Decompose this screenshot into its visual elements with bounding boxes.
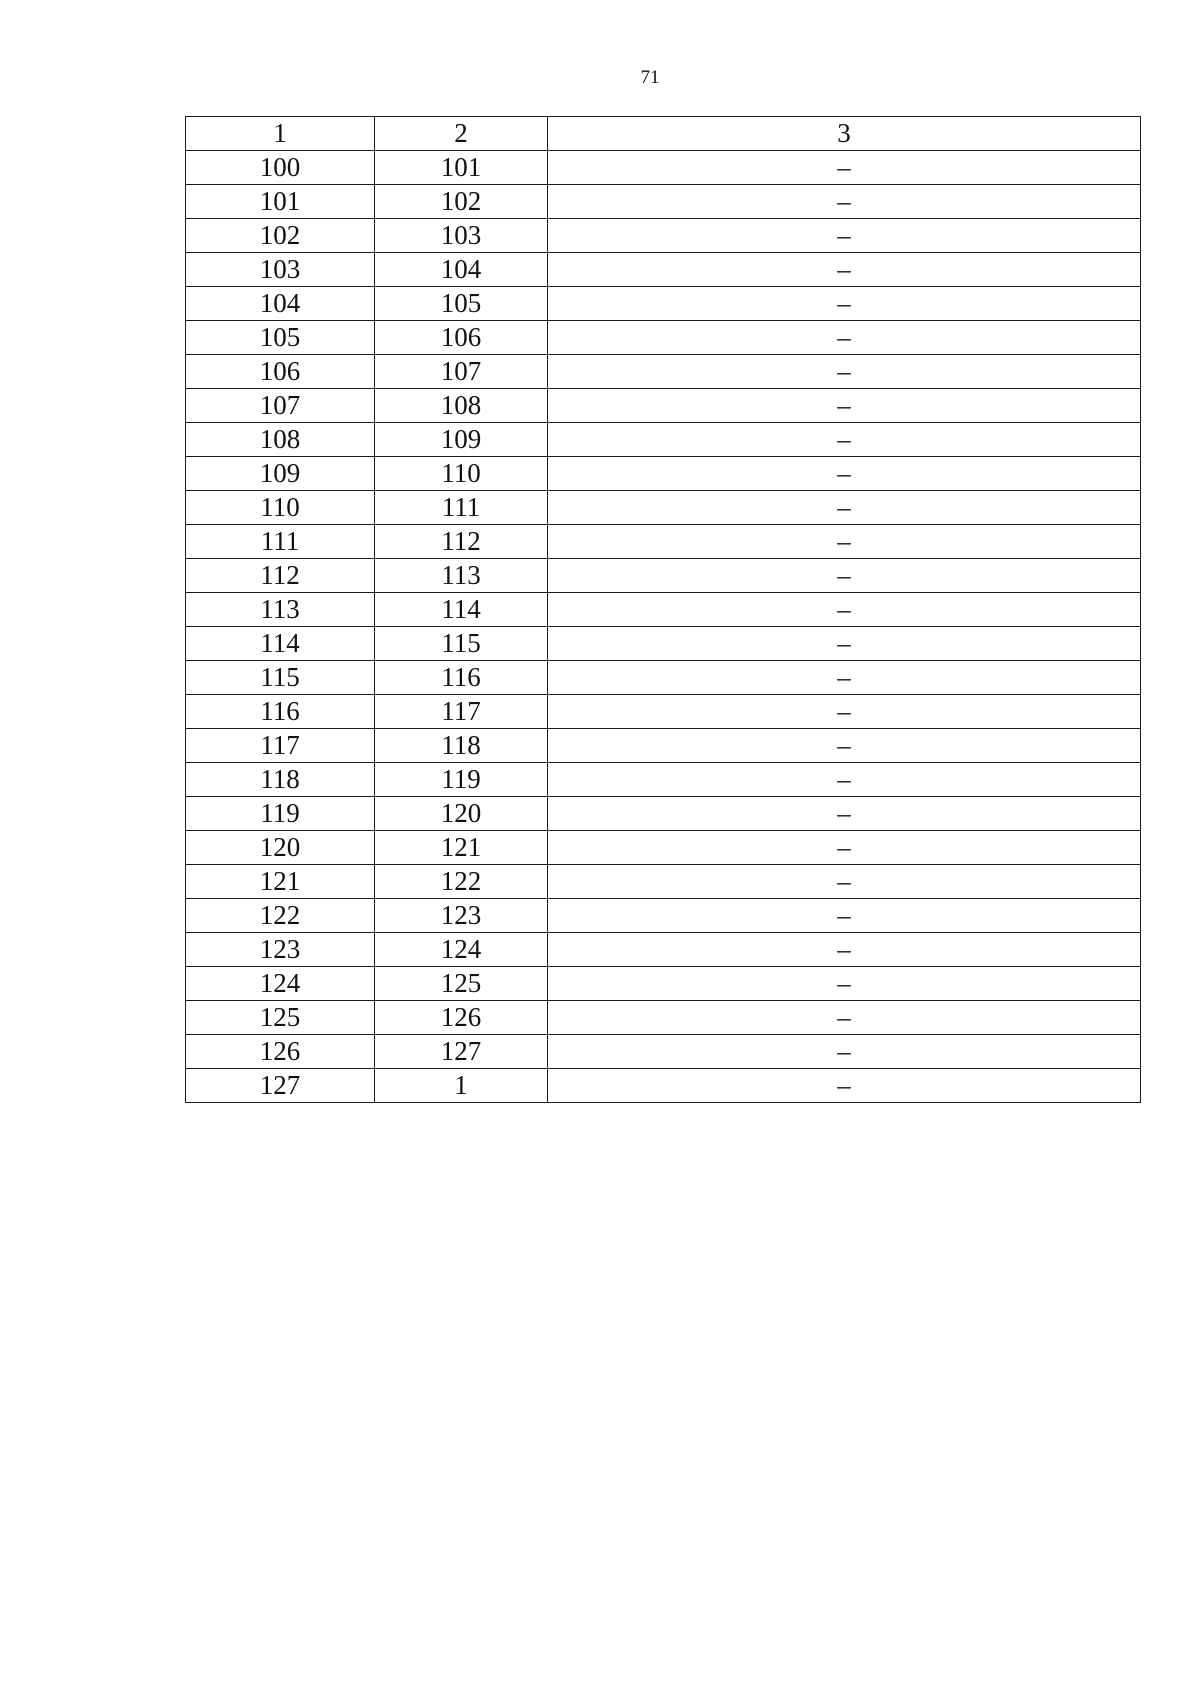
- table-row: [186, 525, 1141, 559]
- table-row: [186, 899, 1141, 933]
- table-row: [186, 763, 1141, 797]
- table-cell-col-1: 127: [186, 1069, 375, 1103]
- table-cell-col-1: 109: [186, 457, 375, 491]
- table-cell-col-2: 123: [375, 899, 548, 933]
- table-row: [186, 661, 1141, 695]
- table-cell-col-2: 113: [375, 559, 548, 593]
- table-cell-col-3: –: [548, 661, 1141, 695]
- table-row: [186, 457, 1141, 491]
- table-cell-col-1: 105: [186, 321, 375, 355]
- table-cell-col-2: 120: [375, 797, 548, 831]
- table-cell-col-1: 106: [186, 355, 375, 389]
- column-header-1: 1: [186, 117, 375, 151]
- table-row: [186, 389, 1141, 423]
- table-cell-col-2: 125: [375, 967, 548, 1001]
- table-row: [186, 695, 1141, 729]
- table-cell-col-3: –: [548, 695, 1141, 729]
- table-cell-col-2: 119: [375, 763, 548, 797]
- table-cell-col-2: 106: [375, 321, 548, 355]
- table-cell-col-1: 118: [186, 763, 375, 797]
- column-header-3: 3: [548, 117, 1141, 151]
- table-cell-col-1: 122: [186, 899, 375, 933]
- table-row: [186, 1001, 1141, 1035]
- page-number: 71: [640, 67, 660, 88]
- table-row: [186, 1069, 1141, 1103]
- table-cell-col-3: –: [548, 763, 1141, 797]
- table-cell-col-1: 116: [186, 695, 375, 729]
- table-header-row: [186, 117, 1141, 151]
- table-row: [186, 831, 1141, 865]
- table-row: [186, 797, 1141, 831]
- table-cell-col-3: –: [548, 151, 1141, 185]
- table-cell-col-3: –: [548, 593, 1141, 627]
- table-row: [186, 593, 1141, 627]
- table-cell-col-3: –: [548, 457, 1141, 491]
- table-cell-col-3: –: [548, 1069, 1141, 1103]
- table-row: [186, 729, 1141, 763]
- table-cell-col-2: 109: [375, 423, 548, 457]
- table-cell-col-1: 123: [186, 933, 375, 967]
- table-cell-col-2: 114: [375, 593, 548, 627]
- table-cell-col-1: 111: [186, 525, 375, 559]
- table-cell-col-3: –: [548, 933, 1141, 967]
- table-cell-col-2: 110: [375, 457, 548, 491]
- table-cell-col-3: –: [548, 1035, 1141, 1069]
- table-cell-col-1: 102: [186, 219, 375, 253]
- table-cell-col-2: 104: [375, 253, 548, 287]
- table-cell-col-3: –: [548, 355, 1141, 389]
- table-cell-col-3: –: [548, 253, 1141, 287]
- table-cell-col-1: 110: [186, 491, 375, 525]
- table-cell-col-3: –: [548, 899, 1141, 933]
- table-cell-col-1: 101: [186, 185, 375, 219]
- table-cell-col-3: –: [548, 525, 1141, 559]
- table-row: [186, 355, 1141, 389]
- table-cell-col-3: –: [548, 831, 1141, 865]
- table-row: [186, 627, 1141, 661]
- table-row: [186, 219, 1141, 253]
- table-cell-col-1: 103: [186, 253, 375, 287]
- table-cell-col-3: –: [548, 321, 1141, 355]
- table-cell-col-3: –: [548, 287, 1141, 321]
- table-cell-col-3: –: [548, 627, 1141, 661]
- table-row: [186, 321, 1141, 355]
- table-cell-col-1: 125: [186, 1001, 375, 1035]
- table-row: [186, 287, 1141, 321]
- table-row: [186, 967, 1141, 1001]
- table-cell-col-2: 102: [375, 185, 548, 219]
- table-cell-col-2: 1: [375, 1069, 548, 1103]
- table-cell-col-1: 113: [186, 593, 375, 627]
- table-cell-col-1: 114: [186, 627, 375, 661]
- table-cell-col-2: 111: [375, 491, 548, 525]
- table-cell-col-3: –: [548, 389, 1141, 423]
- table-cell-col-3: –: [548, 491, 1141, 525]
- table-cell-col-2: 122: [375, 865, 548, 899]
- table-cell-col-2: 116: [375, 661, 548, 695]
- table-row: [186, 933, 1141, 967]
- table-cell-col-1: 115: [186, 661, 375, 695]
- table-row: [186, 491, 1141, 525]
- table-cell-col-3: –: [548, 185, 1141, 219]
- table-cell-col-2: 115: [375, 627, 548, 661]
- table-cell-col-2: 103: [375, 219, 548, 253]
- table-row: [186, 253, 1141, 287]
- table-cell-col-2: 117: [375, 695, 548, 729]
- table-cell-col-2: 124: [375, 933, 548, 967]
- table-cell-col-3: –: [548, 219, 1141, 253]
- table-cell-col-2: 126: [375, 1001, 548, 1035]
- table-cell-col-1: 126: [186, 1035, 375, 1069]
- table-row: [186, 559, 1141, 593]
- table-cell-col-1: 120: [186, 831, 375, 865]
- table-cell-col-1: 112: [186, 559, 375, 593]
- table-cell-col-3: –: [548, 729, 1141, 763]
- table-cell-col-3: –: [548, 865, 1141, 899]
- column-header-2: 2: [375, 117, 548, 151]
- table-body: [186, 117, 1141, 1103]
- table-cell-col-1: 121: [186, 865, 375, 899]
- table-cell-col-2: 112: [375, 525, 548, 559]
- table-cell-col-2: 101: [375, 151, 548, 185]
- table-cell-col-1: 108: [186, 423, 375, 457]
- table-cell-col-1: 104: [186, 287, 375, 321]
- table-cell-col-3: –: [548, 559, 1141, 593]
- table-cell-col-3: –: [548, 797, 1141, 831]
- table-cell-col-3: –: [548, 1001, 1141, 1035]
- table-cell-col-2: 118: [375, 729, 548, 763]
- table-cell-col-1: 119: [186, 797, 375, 831]
- table-cell-col-2: 107: [375, 355, 548, 389]
- table-cell-col-1: 100: [186, 151, 375, 185]
- table-cell-col-2: 105: [375, 287, 548, 321]
- table-cell-col-3: –: [548, 423, 1141, 457]
- table-row: [186, 151, 1141, 185]
- table-row: [186, 865, 1141, 899]
- table-row: [186, 185, 1141, 219]
- table-cell-col-2: 121: [375, 831, 548, 865]
- table-row: [186, 1035, 1141, 1069]
- table-cell-col-3: –: [548, 967, 1141, 1001]
- table-row: [186, 423, 1141, 457]
- table-cell-col-2: 127: [375, 1035, 548, 1069]
- data-table: [185, 116, 1141, 1103]
- table-cell-col-1: 124: [186, 967, 375, 1001]
- table-cell-col-1: 117: [186, 729, 375, 763]
- table-cell-col-1: 107: [186, 389, 375, 423]
- table-cell-col-2: 108: [375, 389, 548, 423]
